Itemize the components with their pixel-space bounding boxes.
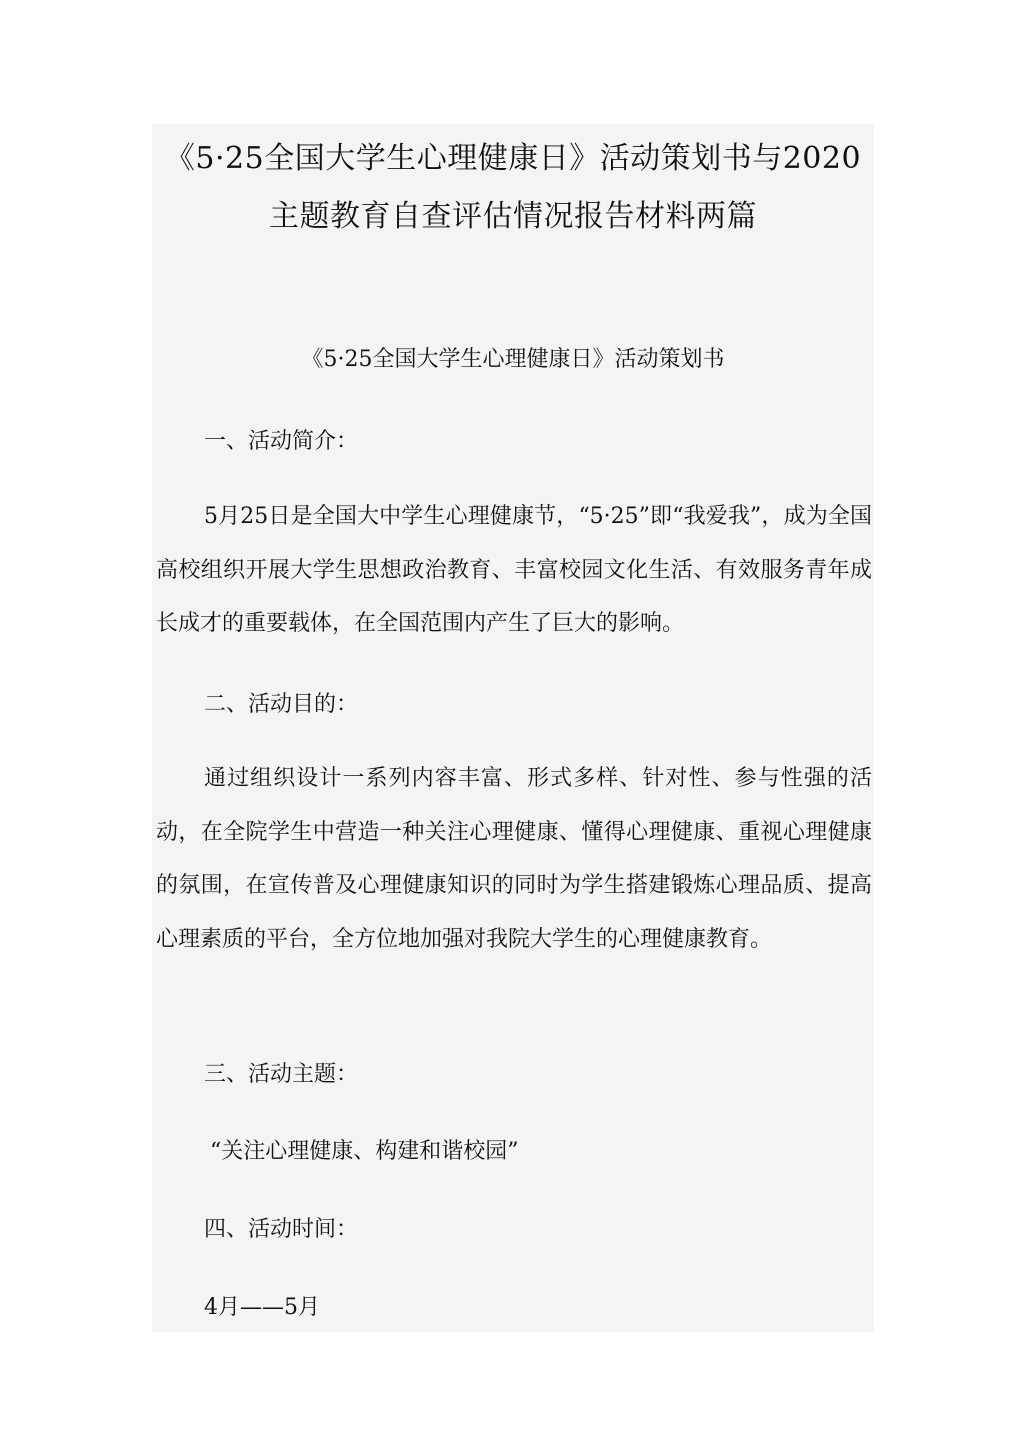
section-paragraph-theme: “关注心理健康、构建和谐校园” [210,1139,519,1164]
section-heading-time: 四、活动时间： [204,1217,359,1242]
section-paragraph-intro: 5月25日是全国大中学生心理健康节，“5·25”即“我爱我”，成为全国高校组织开展大学生思想政治教育、丰富校园文化生活、有效服务青年成长成才的重要载体，在全国范围内产生了巨大的影响。 [156,504,872,636]
section-heading-purpose: 二、活动目的： [204,692,359,717]
section-heading-theme: 三、活动主题： [204,1062,359,1087]
document-page [152,124,874,1332]
section-paragraph-time: 4月——5月 [204,1295,320,1320]
document-title: 《5·25全国大学生心理健康日》活动策划书与2020主题教育自查评估情况报告材料两篇 [164,141,862,234]
plan-subtitle: 《5·25全国大学生心理健康日》活动策划书 [301,347,725,372]
section-heading-intro: 一、活动简介： [204,429,359,454]
section-paragraph-purpose: 通过组织设计一系列内容丰富、形式多样、针对性、参与性强的活动，在全院学生中营造一种关注心理健康、懂得心理健康、重视心理健康的氛围，在宣传普及心理健康知识的同时为学生搭建锻炼心理品质、提高心理素质的平台，全方位地加强对我院大学生的心理健康教育。 [156,766,872,952]
